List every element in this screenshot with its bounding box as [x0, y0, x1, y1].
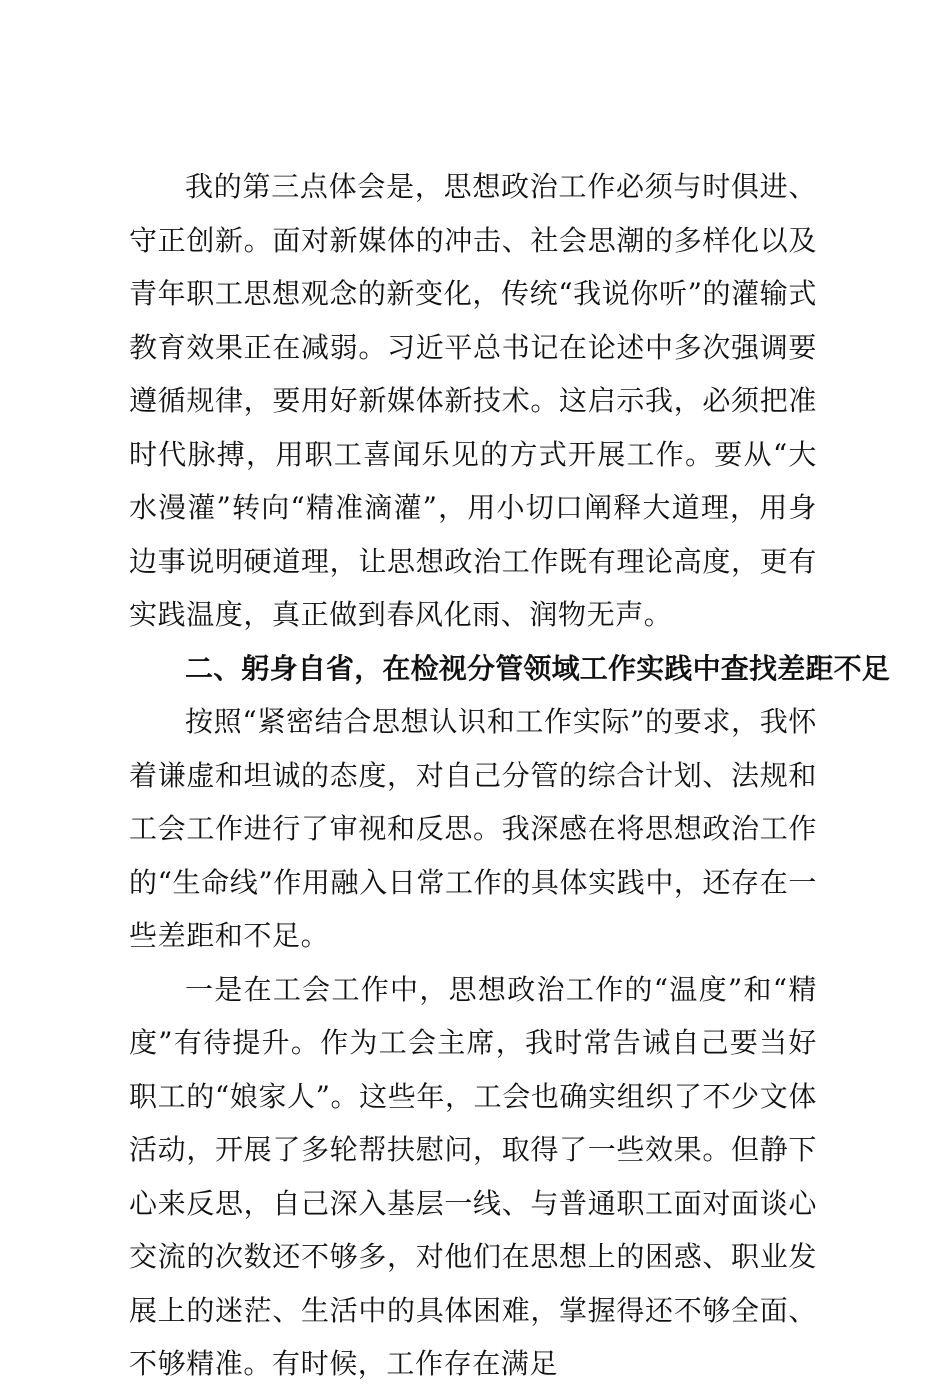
document-body — [129, 160, 891, 1391]
section-heading-2: 二、躬身自省，在检视分管领域工作实践中查找差距不足 — [185, 651, 891, 685]
body-paragraph-third-insight: 我的第三点体会是，思想政治工作必须与时俱进、守正创新。面对新媒体的冲击、社会思潮的多样化以及青年职工思想观念的新变化，传统“我说你听”的灌输式教育效果正在减弱。习近平总书记在论述中多次强调要遵循规律，要用好新媒体新技术。这启示我，必须把准时代脉搏，用职工喜闻乐见的方式开展工作。要从“大水漫灌”转向“精准滴灌”，用小切口阐释大道理，用身边事说明硬道理，让思想政治工作既有理论高度，更有实践温度，真正做到春风化雨、润物无声。 — [129, 170, 817, 631]
body-paragraph-union-work: 一是在工会工作中，思想政治工作的“温度”和“精度”有待提升。作为工会主席，我时常告诫自己要当好职工的“娘家人”。这些年，工会也确实组织了不少文体活动，开展了多轮帮扶慰问，取得了一些效果。但静下心来反思，自己深入基层一线、与普通职工面对面谈心交流的次数还不够多，对他们在思想上的困惑、职业发展上的迷茫、生活中的具体困难，掌握得还不够全面、不够精准。有时候，工作存在满足 — [129, 972, 817, 1380]
body-paragraph-self-review: 按照“紧密结合思想认识和工作实际”的要求，我怀着谦虚和坦诚的态度，对自己分管的综合计划、法规和工会工作进行了审视和反思。我深感在将思想政治工作的“生命线”作用融入日常工作的具体实践中，还存在一些差距和不足。 — [129, 705, 817, 952]
